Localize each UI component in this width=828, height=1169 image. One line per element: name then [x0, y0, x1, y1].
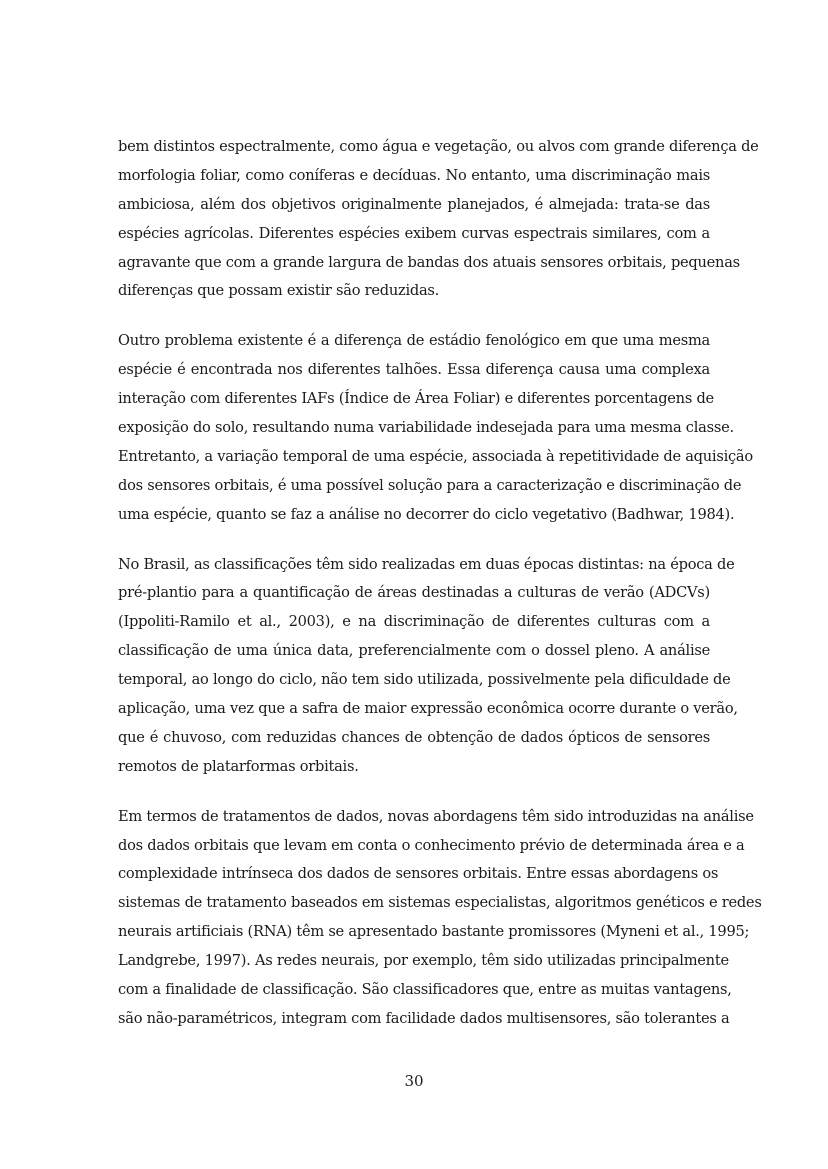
text-line: Entretanto, a variação temporal de uma espécie, associada à repetitividade de aquisição [118, 447, 753, 465]
text-line: (Ippoliti-Ramilo et al., 2003), e na discriminação de diferentes culturas com a [118, 613, 710, 631]
text-line: bem distintos espectralmente, como água e vegetação, ou alvos com grande diferença de [118, 138, 759, 155]
body-text [118, 133, 762, 1055]
text-line: espécie é encontrada nos diferentes talhões. Essa diferença causa uma complexa [118, 361, 710, 379]
text-line: interação com diferentes IAFs (Índice de Área Foliar) e diferentes porcentagens de [118, 390, 714, 408]
text-line: exposição do solo, resultando numa variabilidade indesejada para uma mesma classe. [118, 419, 734, 437]
page-number: 30 [404, 1072, 424, 1090]
text-line: pré-plantio para a quantificação de áreas destinadas a culturas de verão (ADCVs) [118, 584, 710, 602]
text-line: remotos de platarformas orbitais. [118, 757, 359, 775]
text-line: com a finalidade de classificação. São classificadores que, entre as muitas vantagens, [118, 981, 732, 999]
paragraph-4 [118, 803, 762, 1034]
paragraph-3 [118, 551, 738, 782]
paragraph-2 [118, 327, 753, 529]
text-line: dos dados orbitais que levam em conta o conhecimento prévio de determinada área e a [118, 836, 745, 854]
text-line: espécies agrícolas. Diferentes espécies exibem curvas espectrais similares, com a [118, 224, 710, 242]
text-line: classificação de uma única data, preferencialmente com o dossel pleno. A análise [118, 642, 710, 660]
text-line: dos sensores orbitais, é uma possível solução para a caracterização e discriminação de [118, 476, 742, 494]
text-line: morfologia foliar, como coníferas e decíduas. No entanto, uma discriminação mais [118, 166, 710, 184]
text-line: No Brasil, as classificações têm sido realizadas em duas épocas distintas: na época de [118, 555, 735, 573]
text-line: Landgrebe, 1997). As redes neurais, por exemplo, têm sido utilizadas principalmente [118, 952, 729, 970]
text-line: neurais artificiais (RNA) têm se apresentado bastante promissores (Myneni et al., 1995; [118, 923, 750, 941]
text-line: sistemas de tratamento baseados em sistemas especialistas, algoritmos genéticos e redes [118, 894, 762, 912]
text-line: aplicação, uma vez que a safra de maior expressão econômica ocorre durante o verão, [118, 700, 738, 718]
text-line: diferenças que possam existir são reduzidas. [118, 282, 440, 300]
text-line: temporal, ao longo do ciclo, não tem sido utilizada, possivelmente pela dificuldade de [118, 671, 731, 689]
text-line: são não-paramétricos, integram com facilidade dados multisensores, são tolerantes a [118, 1009, 730, 1027]
text-line: uma espécie, quanto se faz a análise no decorrer do ciclo vegetativo (Badhwar, 1984). [118, 505, 735, 523]
text-line: Em termos de tratamentos de dados, novas abordagens têm sido introduzidas na análise [118, 807, 754, 825]
text-line: agravante que com a grande largura de bandas dos atuais sensores orbitais, pequenas [118, 253, 740, 271]
paragraph-1 [118, 133, 759, 306]
text-line: que é chuvoso, com reduzidas chances de obtenção de dados ópticos de sensores [118, 728, 710, 746]
text-line: Outro problema existente é a diferença de estádio fenológico em que uma mesma [118, 332, 710, 350]
text-line: ambiciosa, além dos objetivos originalmente planejados, é almejada: trata-se das [118, 195, 710, 213]
text-line: complexidade intrínseca dos dados de sensores orbitais. Entre essas abordagens os [118, 865, 719, 883]
